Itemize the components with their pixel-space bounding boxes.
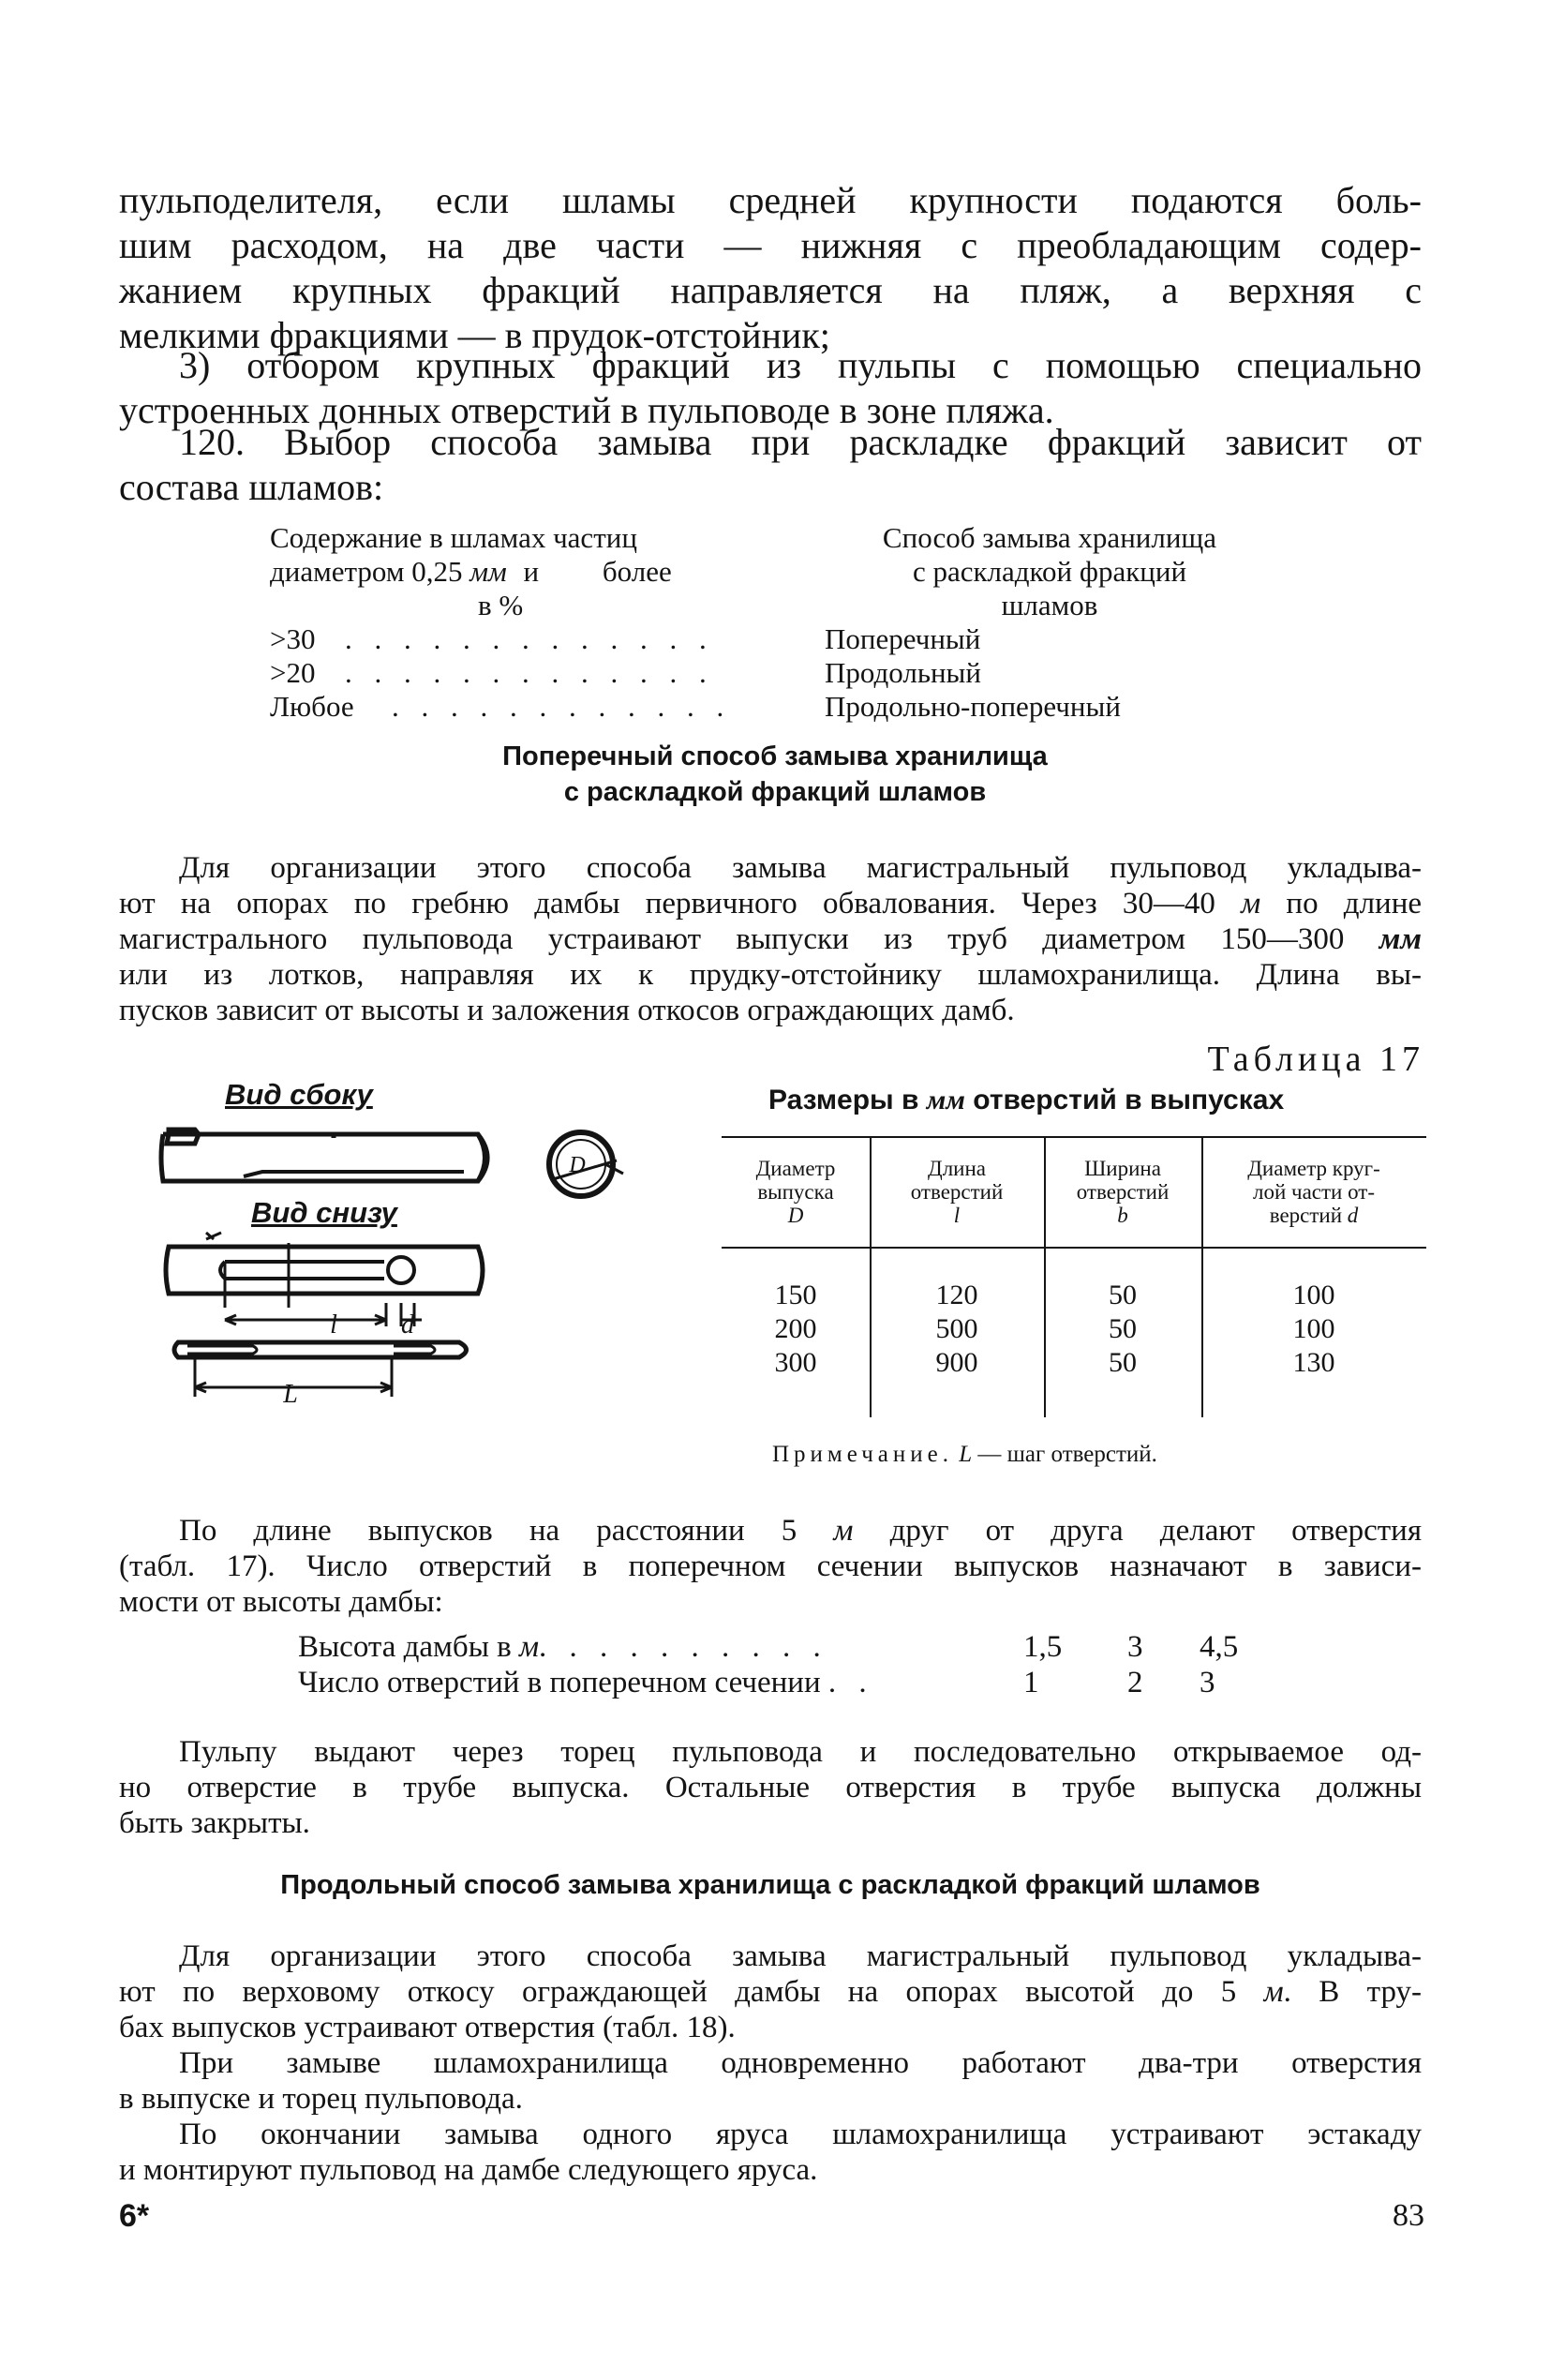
header-line: Способ замыва хранилища bbox=[882, 521, 1217, 554]
method-left-header bbox=[270, 521, 767, 622]
text-line: магистрального пульповода устраивают выпуски из труб диаметром 150—300 мм bbox=[119, 922, 1423, 956]
table-cell: 100 bbox=[1292, 1280, 1335, 1310]
section-heading-transverse bbox=[306, 739, 1244, 810]
col-header-length: Длина отверстий l bbox=[910, 1157, 1004, 1227]
method-row-left: >30 bbox=[270, 622, 316, 655]
text-line: или из лотков, направляя их к прудку-отстойнику шламохранилища. Длина вы- bbox=[119, 958, 1422, 992]
text-line: устроенных донных отверстий в пульповоде в зоне пляжа. bbox=[119, 389, 1054, 431]
lower-pipe bbox=[174, 1342, 467, 1357]
outlet-figure bbox=[150, 1078, 675, 1434]
table-17-note: Примечание. L — шаг отверстий. bbox=[772, 1442, 1157, 1467]
longitudinal-paragraph bbox=[119, 1938, 1422, 2188]
method-row: >20 . . . . . . . . . . . . . Продольный bbox=[270, 656, 981, 689]
text-line: пусков зависит от высоты и заложения откосов ограждающих дамб. bbox=[119, 994, 1015, 1027]
dimension-l bbox=[225, 1303, 422, 1326]
table-cell: 900 bbox=[935, 1347, 978, 1378]
text-line: состава шламов: bbox=[119, 466, 384, 508]
col-values-length bbox=[870, 1279, 1044, 1380]
col-values-round-diameter bbox=[1201, 1279, 1426, 1380]
header-line: Содержание в шламах частиц bbox=[270, 521, 637, 554]
height-value: 3 bbox=[1127, 1630, 1143, 1664]
table-cell: 120 bbox=[935, 1280, 978, 1310]
height-value: 4,5 bbox=[1200, 1630, 1239, 1664]
heading-line: с раскладкой фракций шламов bbox=[563, 777, 987, 807]
text-line: Пульпу выдают через торец пульповода и последовательно открываемое од- bbox=[179, 1735, 1422, 1769]
intro-paragraph bbox=[119, 178, 1422, 358]
holes-row: Число отверстий в поперечном сечении . . 1 2 3 bbox=[298, 1666, 1215, 1699]
text-line: Для организации этого способа замыва магистральный пульповод укладыва- bbox=[179, 1939, 1422, 1973]
table-17-label: Таблица 17 bbox=[1207, 1040, 1424, 1079]
text-line: и монтируют пульповод на дамбе следующего яруса. bbox=[119, 2153, 818, 2187]
table-cell: 300 bbox=[774, 1347, 817, 1378]
outlet-drawing bbox=[150, 1078, 675, 1434]
col-header-width: Ширина отверстий b bbox=[1076, 1157, 1170, 1227]
text-line: По длине выпусков на расстоянии 5 м друг от друга делают отверстия bbox=[179, 1514, 1423, 1548]
holes-paragraph bbox=[119, 1513, 1422, 1620]
table-cell: 50 bbox=[1109, 1347, 1137, 1378]
method-row: Любое . . . . . . . . . . . . Продольно-поперечный bbox=[270, 690, 1121, 723]
signature-mark: 6* bbox=[119, 2198, 150, 2234]
text-line: 120. Выбор способа замыва при раскладке фракций зависит от bbox=[179, 421, 1422, 463]
dim-D-text: D bbox=[569, 1153, 586, 1177]
table-cell: 50 bbox=[1109, 1280, 1137, 1310]
cross-section-circle bbox=[549, 1132, 623, 1196]
header-line: в % bbox=[478, 589, 524, 621]
page-number: 83 bbox=[1393, 2198, 1424, 2233]
text-line: жанием крупных фракций направляется на пляж, а верхняя с bbox=[119, 269, 1422, 311]
heading-line: Поперечный способ замыва хранилища bbox=[502, 741, 1048, 771]
method-row-left: Любое bbox=[270, 690, 354, 723]
text-line: пульподелителя, если шламы средней крупности подаются боль- bbox=[119, 179, 1422, 221]
holes-value: 3 bbox=[1200, 1666, 1215, 1699]
holes-value: 1 bbox=[1023, 1666, 1039, 1699]
col-values-diameter bbox=[722, 1279, 870, 1380]
dim-l-text: l bbox=[330, 1310, 337, 1340]
method-row-left: >20 bbox=[270, 656, 316, 689]
side-view-label: Вид сбоку bbox=[225, 1078, 373, 1111]
col-header-round-diameter: Диаметр круг- лой части от- верстий d bbox=[1247, 1157, 1380, 1227]
header-line: с раскладкой фракций bbox=[912, 555, 1187, 588]
text-line: При замыве шламохранилища одновременно работают два-три отверстия bbox=[179, 2046, 1422, 2080]
text-line: ют по верховому откосу ограждающей дамбы на опорах высотой до 5 м. В тру- bbox=[119, 1975, 1423, 2009]
item-120-paragraph bbox=[119, 420, 1422, 510]
table-17 bbox=[722, 1136, 1426, 1417]
table-17-title: Размеры в мм отверстий в выпусках bbox=[768, 1085, 1285, 1115]
text-line: бах выпусков устраивают отверстия (табл. 18). bbox=[119, 2011, 736, 2044]
text-line: шим расходом, на две части — нижняя с преобладающим содер- bbox=[119, 224, 1422, 266]
dim-L-text: L bbox=[283, 1380, 298, 1409]
text-line: 3) отбором крупных фракций из пульпы с помощью специально bbox=[179, 344, 1422, 386]
method-row: >30 . . . . . . . . . . . . . Поперечный bbox=[270, 622, 981, 655]
method-row-right: Продольно-поперечный bbox=[825, 690, 1121, 723]
table-cell: 130 bbox=[1292, 1347, 1335, 1378]
table-cell: 50 bbox=[1109, 1313, 1137, 1344]
header-line: диаметром 0,25 мм и более bbox=[270, 555, 672, 588]
height-table bbox=[298, 1629, 1329, 1700]
pulp-paragraph bbox=[119, 1734, 1422, 1841]
table-cell: 200 bbox=[774, 1313, 817, 1344]
section-heading-longitudinal: Продольный способ замыва хранилища с раскладкой фракций шламов bbox=[280, 1870, 1260, 1900]
bottom-view-pipe bbox=[166, 1233, 483, 1308]
table-cell: 100 bbox=[1292, 1313, 1335, 1344]
text-line: но отверстие в трубе выпуска. Остальные отверстия в трубе выпуска должны bbox=[119, 1771, 1422, 1804]
text-line: Для организации этого способа замыва магистральный пульповод укладыва- bbox=[179, 851, 1422, 885]
dim-d-text: d bbox=[401, 1310, 414, 1340]
text-line: быть закрыты. bbox=[119, 1806, 310, 1840]
holes-value: 2 bbox=[1127, 1666, 1143, 1699]
transverse-paragraph bbox=[119, 850, 1422, 1028]
text-line: (табл. 17). Число отверстий в поперечном сечении выпусков назначают в зависи- bbox=[119, 1549, 1422, 1583]
method-right-header bbox=[825, 521, 1274, 622]
method-row-right: Поперечный bbox=[825, 622, 981, 655]
text-line: в выпуске и торец пульповода. bbox=[119, 2082, 523, 2116]
table-cell: 500 bbox=[935, 1313, 978, 1344]
bottom-view-label: Вид снизу bbox=[251, 1196, 397, 1229]
text-line: ют на опорах по гребню дамбы первичного обвалования. Через 30—40 м по длине bbox=[119, 887, 1423, 921]
text-line: мелкими фракциями — в прудок-отстойник; bbox=[119, 314, 830, 356]
height-value: 1,5 bbox=[1023, 1630, 1063, 1664]
text-line: мости от высоты дамбы: bbox=[119, 1585, 443, 1619]
height-row: Высота дамбы в м. . . . . . . . . . 1,5 3 4,5 bbox=[298, 1630, 1239, 1664]
col-header-diameter: Диаметр выпуска D bbox=[755, 1157, 836, 1227]
text-line: По окончании замыва одного яруса шламохранилища устраивают эстакаду bbox=[179, 2118, 1422, 2151]
table-cell: 150 bbox=[774, 1280, 817, 1310]
col-values-width bbox=[1044, 1279, 1201, 1380]
header-line: шламов bbox=[1001, 589, 1098, 621]
method-row-right: Продольный bbox=[825, 656, 981, 689]
